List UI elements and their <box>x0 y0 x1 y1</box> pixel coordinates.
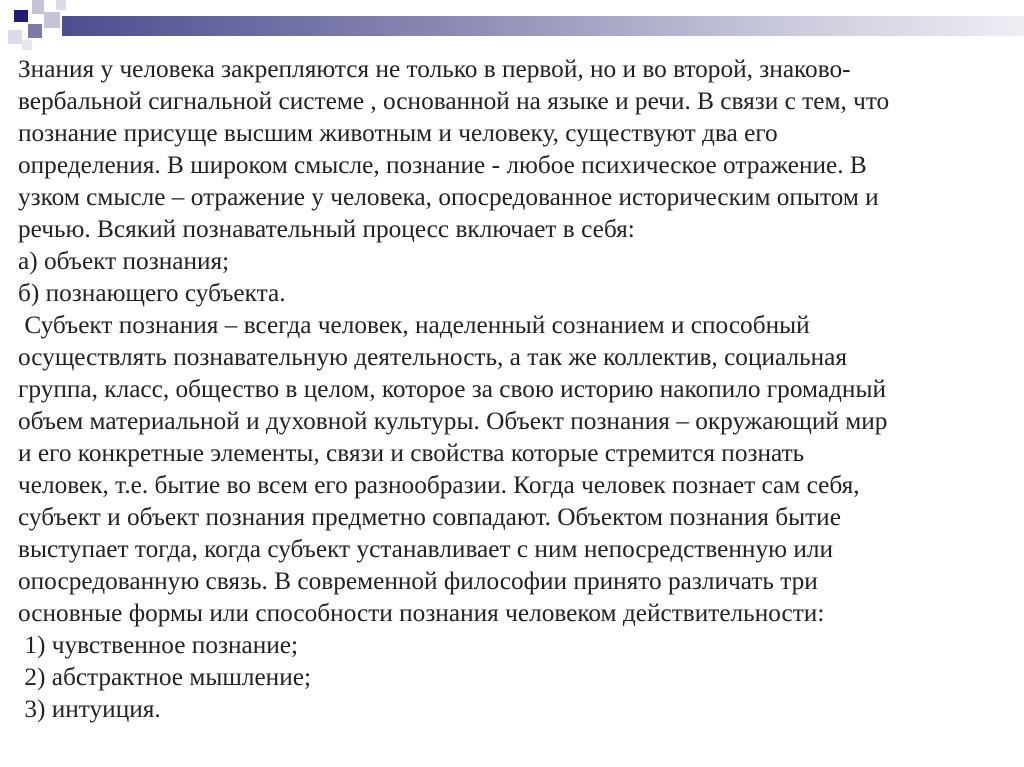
text-line: и его конкретные элементы, связи и свойства которые стремится познать <box>18 439 805 467</box>
text-line: определения. В широком смысле, познание - любое психическое отражение. В <box>18 151 867 179</box>
text-line: опосредованную связь. В современной философии принято различать три <box>18 567 818 595</box>
text-line: Субъект познания – всегда человек, наделенный сознанием и способный <box>18 311 810 339</box>
list-item: 1) чувственное познание; <box>18 631 299 659</box>
text-line: познание присуще высшим животным и человеку, существуют два его <box>18 119 778 147</box>
header-gradient-bar <box>62 16 1024 36</box>
decor-square-mid <box>28 24 42 38</box>
list-item: а) объект познания; <box>18 247 230 275</box>
list-item: 2) абстрактное мышление; <box>18 663 312 691</box>
text-line: группа, класс, общество в целом, которое за свою историю накопило громадный <box>18 375 886 403</box>
decor-square-light <box>8 30 22 44</box>
text-line: речью. Всякий познавательный процесс включает в себя: <box>18 215 635 243</box>
decor-square-light <box>22 40 32 50</box>
decor-square-light <box>56 0 66 10</box>
slide-header-decoration <box>0 0 1024 56</box>
text-line: объем материальной и духовной культуры. Объект познания – окружающий мир <box>18 407 888 435</box>
text-line: Знания у человека закрепляются не только в первой, но и во второй, знаково- <box>18 55 851 83</box>
list-item: б) познающего субъекта. <box>18 279 286 307</box>
text-line: узком смысле – отражение у человека, опосредованное историческим опытом и <box>18 183 879 211</box>
text-line: основные формы или способности познания человеком действительности: <box>18 599 825 627</box>
text-line: субъект и объект познания предметно совпадают. Объектом познания бытие <box>18 503 841 531</box>
text-line: осуществлять познавательную деятельность, а так же коллектив, социальная <box>18 343 848 371</box>
list-item: 3) интуиция. <box>18 695 161 723</box>
slide-body-text <box>18 53 1018 725</box>
text-line: выступает тогда, когда субъект устанавливает с ним непосредственную или <box>18 535 834 563</box>
text-line: вербальной сигнальной системе , основанной на языке и речи. В связи с тем, что <box>18 87 890 115</box>
decor-square-light <box>32 0 44 14</box>
decor-square-dark <box>14 10 28 22</box>
text-line: человек, т.е. бытие во всем его разнообразии. Когда человек познает сам себя, <box>18 471 860 499</box>
decor-square-light <box>44 12 60 28</box>
